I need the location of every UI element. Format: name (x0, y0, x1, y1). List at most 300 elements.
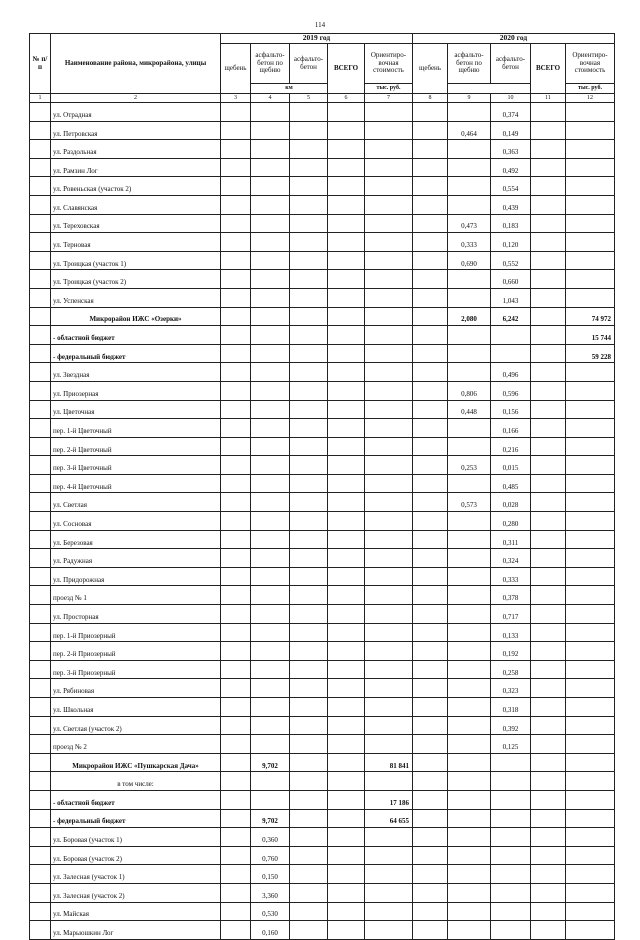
cost-cell (365, 642, 413, 661)
cost-cell (365, 121, 413, 140)
length-cell (531, 195, 566, 214)
length-cell (251, 567, 290, 586)
row-number-cell (30, 865, 51, 884)
length-cell (328, 512, 365, 531)
length-cell (448, 177, 491, 196)
row-number-cell (30, 177, 51, 196)
length-cell (328, 828, 365, 847)
length-cell (448, 921, 491, 940)
street-name: ул. Приозерная (51, 381, 221, 400)
header-cost-2019: Ориентиро-вочная стоимость (365, 44, 413, 84)
length-cell (328, 270, 365, 289)
length-cell (290, 642, 328, 661)
cost-cell (365, 493, 413, 512)
length-cell (221, 921, 251, 940)
length-cell (328, 790, 365, 809)
length-cell (413, 437, 448, 456)
street-name: ул. Петровская (51, 121, 221, 140)
cost-cell (365, 772, 413, 791)
length-cell (491, 344, 531, 363)
cost-cell (365, 381, 413, 400)
table-row (30, 865, 615, 884)
length-cell: 0,333 (491, 567, 531, 586)
length-cell: 3,360 (251, 883, 290, 902)
length-cell: 0,485 (491, 474, 531, 493)
length-cell (491, 809, 531, 828)
length-cell (413, 270, 448, 289)
header-year-2019: 2019 год (221, 34, 413, 44)
row-number-cell (30, 419, 51, 438)
length-cell (448, 753, 491, 772)
length-cell (413, 716, 448, 735)
length-cell: 0,160 (251, 921, 290, 940)
length-cell (413, 363, 448, 382)
table-row (30, 400, 615, 419)
length-cell (290, 828, 328, 847)
row-number-cell (30, 772, 51, 791)
length-cell (448, 660, 491, 679)
length-cell (290, 846, 328, 865)
length-cell (413, 549, 448, 568)
street-name: - областной бюджет (51, 326, 221, 345)
length-cell (413, 493, 448, 512)
length-cell: 0,496 (491, 363, 531, 382)
length-cell (448, 790, 491, 809)
cost-cell (365, 828, 413, 847)
street-name: пер. 2-й Цветочный (51, 437, 221, 456)
length-cell (328, 419, 365, 438)
street-name: ул. Цветочная (51, 400, 221, 419)
street-name: в том числе: (51, 772, 221, 791)
row-number-cell (30, 270, 51, 289)
column-number: 2 (51, 94, 221, 103)
length-cell (251, 344, 290, 363)
street-name: ул. Отрадная (51, 103, 221, 122)
length-cell (221, 381, 251, 400)
street-name: ул. Звездная (51, 363, 221, 382)
length-cell (328, 865, 365, 884)
length-cell (491, 790, 531, 809)
cost-cell (566, 103, 615, 122)
length-cell (531, 158, 566, 177)
length-cell (448, 716, 491, 735)
table-row (30, 790, 615, 809)
length-cell (491, 326, 531, 345)
length-cell (531, 549, 566, 568)
table-row (30, 679, 615, 698)
row-number-cell (30, 344, 51, 363)
length-cell: 0,125 (491, 735, 531, 754)
length-cell (290, 679, 328, 698)
row-number-cell (30, 790, 51, 809)
length-cell (413, 735, 448, 754)
length-cell (531, 623, 566, 642)
cost-cell: 15 744 (566, 326, 615, 345)
street-name: пер. 1-й Цветочный (51, 419, 221, 438)
length-cell (448, 103, 491, 122)
street-name: пер. 1-й Приозерный (51, 623, 221, 642)
table-row (30, 214, 615, 233)
length-cell (221, 456, 251, 475)
length-cell (448, 883, 491, 902)
length-cell (290, 865, 328, 884)
row-number-cell (30, 586, 51, 605)
cost-cell (365, 512, 413, 531)
length-cell (290, 233, 328, 252)
length-cell (290, 456, 328, 475)
table-row (30, 846, 615, 865)
row-number-cell (30, 698, 51, 717)
length-cell (531, 586, 566, 605)
length-cell (531, 419, 566, 438)
length-cell (328, 363, 365, 382)
column-number: 7 (365, 94, 413, 103)
length-cell (448, 698, 491, 717)
length-cell (413, 474, 448, 493)
column-number: 4 (251, 94, 290, 103)
length-cell (221, 307, 251, 326)
length-cell (448, 605, 491, 624)
column-number: 6 (328, 94, 365, 103)
table-row (30, 140, 615, 159)
street-name: ул. Троицкая (участок 2) (51, 270, 221, 289)
cost-cell (365, 233, 413, 252)
table-row (30, 493, 615, 512)
length-cell: 0,374 (491, 103, 531, 122)
row-number-cell (30, 809, 51, 828)
column-number: 8 (413, 94, 448, 103)
length-cell: 0,360 (251, 828, 290, 847)
length-cell (328, 400, 365, 419)
length-cell: 0,717 (491, 605, 531, 624)
row-number-cell (30, 549, 51, 568)
cost-cell (566, 195, 615, 214)
cost-cell (566, 716, 615, 735)
cost-cell (566, 772, 615, 791)
length-cell (221, 158, 251, 177)
street-name: ул. Боровая (участок 2) (51, 846, 221, 865)
cost-cell: 59 228 (566, 344, 615, 363)
cost-cell (566, 883, 615, 902)
length-cell (328, 679, 365, 698)
table-row (30, 753, 615, 772)
table-row (30, 660, 615, 679)
length-cell (531, 512, 566, 531)
cost-cell (566, 828, 615, 847)
length-cell (531, 363, 566, 382)
length-cell (413, 214, 448, 233)
roads-table (29, 33, 615, 940)
length-cell (448, 809, 491, 828)
length-cell: 0,192 (491, 642, 531, 661)
street-name: ул. Залесная (участок 1) (51, 865, 221, 884)
length-cell (491, 883, 531, 902)
length-cell (413, 158, 448, 177)
length-cell (290, 493, 328, 512)
row-number-cell (30, 567, 51, 586)
row-number-cell (30, 512, 51, 531)
cost-cell (365, 660, 413, 679)
row-number-cell (30, 474, 51, 493)
row-number-cell (30, 679, 51, 698)
cost-cell (365, 326, 413, 345)
cost-cell: 64 655 (365, 809, 413, 828)
length-cell (531, 772, 566, 791)
length-cell (328, 660, 365, 679)
cost-cell (566, 381, 615, 400)
length-cell (328, 623, 365, 642)
length-cell (221, 400, 251, 419)
length-cell (413, 288, 448, 307)
cost-cell (365, 474, 413, 493)
length-cell (251, 140, 290, 159)
length-cell (531, 270, 566, 289)
length-cell (413, 381, 448, 400)
length-cell (251, 605, 290, 624)
length-cell: 0,378 (491, 586, 531, 605)
header-name: Наименование района, микрорайона, улицы (51, 34, 221, 94)
length-cell (448, 344, 491, 363)
length-cell (221, 846, 251, 865)
length-cell (290, 400, 328, 419)
length-cell (413, 772, 448, 791)
cost-cell (365, 251, 413, 270)
length-cell (531, 735, 566, 754)
length-cell (328, 549, 365, 568)
cost-cell (566, 623, 615, 642)
length-cell (221, 140, 251, 159)
length-cell (328, 567, 365, 586)
cost-cell (365, 567, 413, 586)
cost-cell (566, 790, 615, 809)
row-number-cell (30, 307, 51, 326)
cost-cell (566, 530, 615, 549)
length-cell (413, 121, 448, 140)
length-cell (491, 921, 531, 940)
row-number-cell (30, 437, 51, 456)
length-cell (448, 623, 491, 642)
length-cell (221, 103, 251, 122)
length-cell (531, 716, 566, 735)
length-cell: 0,324 (491, 549, 531, 568)
length-cell (221, 865, 251, 884)
table-row (30, 623, 615, 642)
length-cell (531, 921, 566, 940)
length-cell (413, 456, 448, 475)
table-row (30, 772, 615, 791)
length-cell (290, 530, 328, 549)
table-row (30, 567, 615, 586)
length-cell (328, 921, 365, 940)
length-cell (251, 698, 290, 717)
length-cell (328, 251, 365, 270)
length-cell (221, 195, 251, 214)
length-cell (413, 883, 448, 902)
length-cell (448, 270, 491, 289)
length-cell (413, 809, 448, 828)
length-cell (221, 567, 251, 586)
cost-cell (365, 679, 413, 698)
length-cell (328, 605, 365, 624)
length-cell (290, 921, 328, 940)
length-cell (413, 233, 448, 252)
street-name: пер. 4-й Цветочный (51, 474, 221, 493)
length-cell (328, 195, 365, 214)
length-cell: 0,253 (448, 456, 491, 475)
length-cell (413, 623, 448, 642)
length-cell (251, 456, 290, 475)
cost-cell (365, 140, 413, 159)
length-cell (413, 846, 448, 865)
length-cell (251, 158, 290, 177)
street-name: ул. Школьная (51, 698, 221, 717)
street-name: ул. Успенская (51, 288, 221, 307)
column-number: 9 (448, 94, 491, 103)
length-cell (221, 251, 251, 270)
length-cell (251, 474, 290, 493)
length-cell (448, 735, 491, 754)
cost-cell (365, 307, 413, 326)
length-cell (531, 177, 566, 196)
length-cell (290, 363, 328, 382)
length-cell (413, 140, 448, 159)
length-cell (328, 233, 365, 252)
length-cell (251, 288, 290, 307)
cost-cell (365, 103, 413, 122)
length-cell (221, 363, 251, 382)
street-name: Микрорайон ИЖС «Пушкарская Дача» (51, 753, 221, 772)
length-cell (531, 865, 566, 884)
street-name: пер. 2-й Приозерный (51, 642, 221, 661)
table-row (30, 177, 615, 196)
length-cell: 1,043 (491, 288, 531, 307)
header-cost-2020: Ориентиро-вочная стоимость (566, 44, 615, 84)
row-number-cell (30, 195, 51, 214)
length-cell (531, 288, 566, 307)
length-cell (413, 419, 448, 438)
length-cell: 9,702 (251, 809, 290, 828)
length-cell (290, 437, 328, 456)
length-cell (531, 400, 566, 419)
length-cell (290, 195, 328, 214)
cost-cell (566, 493, 615, 512)
street-name: - федеральный бюджет (51, 809, 221, 828)
row-number-cell (30, 456, 51, 475)
row-number-cell (30, 158, 51, 177)
cost-cell (566, 233, 615, 252)
length-cell (251, 735, 290, 754)
cost-cell (566, 419, 615, 438)
cost-cell (365, 344, 413, 363)
table-row (30, 716, 615, 735)
length-cell (328, 493, 365, 512)
length-cell: 2,080 (448, 307, 491, 326)
header-unit-rub-2020: тыс. руб. (566, 84, 615, 94)
length-cell (448, 586, 491, 605)
street-name: - федеральный бюджет (51, 344, 221, 363)
table-row (30, 233, 615, 252)
cost-cell (365, 865, 413, 884)
length-cell (221, 735, 251, 754)
length-cell (448, 530, 491, 549)
length-cell: 0,280 (491, 512, 531, 531)
length-cell (290, 344, 328, 363)
length-cell (531, 251, 566, 270)
length-cell (531, 121, 566, 140)
cost-cell (566, 846, 615, 865)
length-cell: 0,392 (491, 716, 531, 735)
cost-cell (566, 400, 615, 419)
length-cell (491, 753, 531, 772)
length-cell (251, 623, 290, 642)
length-cell (328, 474, 365, 493)
table-row (30, 363, 615, 382)
table-row (30, 270, 615, 289)
cost-cell (365, 363, 413, 382)
length-cell (413, 865, 448, 884)
length-cell (221, 530, 251, 549)
length-cell (221, 326, 251, 345)
length-cell (413, 344, 448, 363)
table-row (30, 121, 615, 140)
length-cell (251, 512, 290, 531)
cost-cell (365, 270, 413, 289)
length-cell (251, 493, 290, 512)
length-cell (290, 307, 328, 326)
cost-cell (566, 177, 615, 196)
length-cell (221, 214, 251, 233)
length-cell (531, 698, 566, 717)
cost-cell (566, 605, 615, 624)
table-row (30, 642, 615, 661)
row-number-cell (30, 233, 51, 252)
table-row (30, 437, 615, 456)
cost-cell (365, 530, 413, 549)
length-cell (531, 326, 566, 345)
length-cell (531, 660, 566, 679)
length-cell (531, 567, 566, 586)
length-cell (531, 809, 566, 828)
length-cell (328, 530, 365, 549)
length-cell (251, 642, 290, 661)
length-cell (290, 158, 328, 177)
length-cell: 0,166 (491, 419, 531, 438)
street-name: - областной бюджет (51, 790, 221, 809)
length-cell (251, 381, 290, 400)
row-number-cell (30, 883, 51, 902)
length-cell: 0,554 (491, 177, 531, 196)
length-cell (413, 512, 448, 531)
cost-cell (566, 549, 615, 568)
length-cell (251, 270, 290, 289)
length-cell (221, 177, 251, 196)
length-cell: 0,473 (448, 214, 491, 233)
length-cell (251, 660, 290, 679)
table-row (30, 605, 615, 624)
length-cell (491, 846, 531, 865)
street-name: проезд № 1 (51, 586, 221, 605)
length-cell (413, 698, 448, 717)
length-cell (251, 716, 290, 735)
length-cell (328, 456, 365, 475)
table-row (30, 456, 615, 475)
header-gravel-2020: щебень (413, 44, 448, 94)
length-cell (413, 195, 448, 214)
length-cell (251, 549, 290, 568)
cost-cell (566, 474, 615, 493)
table-row (30, 381, 615, 400)
length-cell (251, 214, 290, 233)
